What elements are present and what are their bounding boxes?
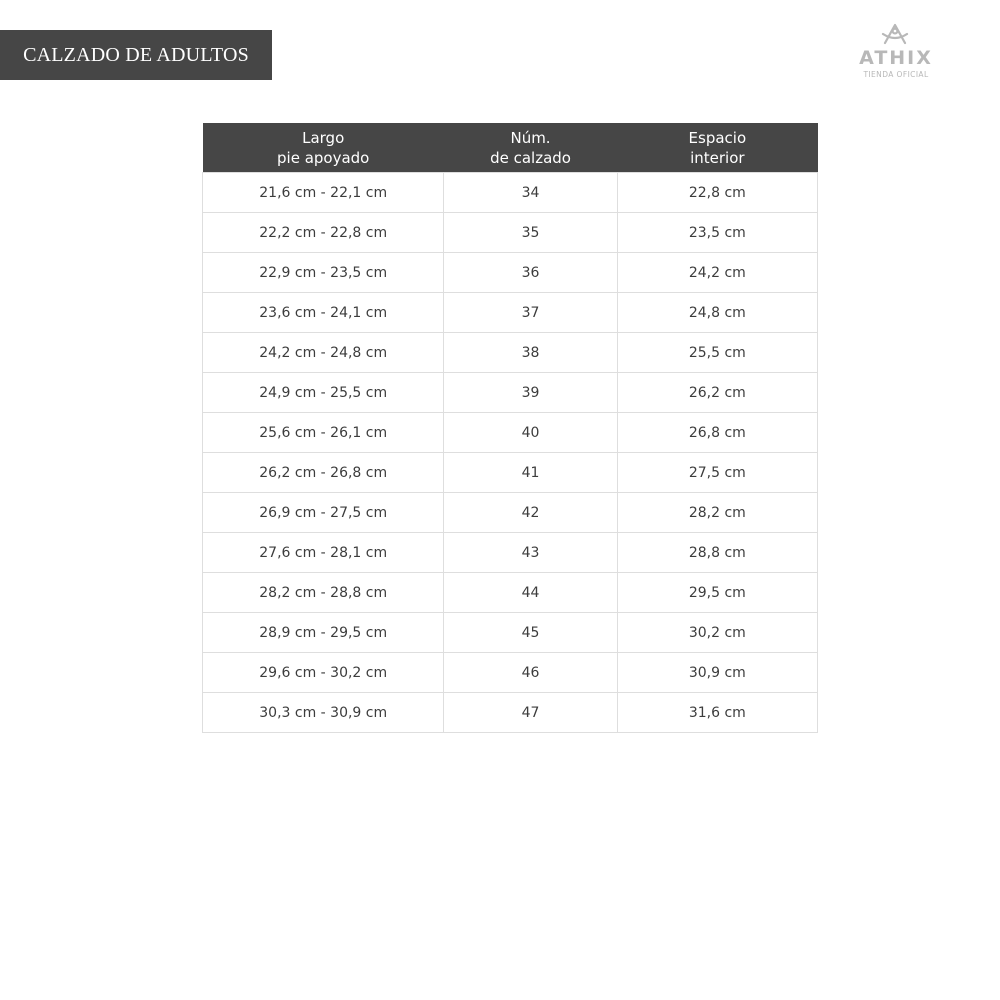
foot-length-cell: 30,3 cm - 30,9 cm	[203, 693, 444, 733]
shoe-size-cell: 41	[444, 453, 617, 493]
shoe-size-cell: 36	[444, 253, 617, 293]
table-row	[203, 533, 818, 573]
shoe-size-cell: 46	[444, 653, 617, 693]
shoe-size-cell: 34	[444, 173, 617, 213]
foot-length-cell: 25,6 cm - 26,1 cm	[203, 413, 444, 453]
foot-length-cell: 24,2 cm - 24,8 cm	[203, 333, 444, 373]
inner-space-cell: 28,8 cm	[617, 533, 817, 573]
shoe-size-cell: 43	[444, 533, 617, 573]
shoe-size-cell: 40	[444, 413, 617, 453]
table-body	[203, 173, 818, 733]
foot-length-cell: 28,2 cm - 28,8 cm	[203, 573, 444, 613]
shoe-size-cell: 39	[444, 373, 617, 413]
inner-space-cell: 27,5 cm	[617, 453, 817, 493]
table-row	[203, 173, 818, 213]
shoe-size-cell: 44	[444, 573, 617, 613]
inner-space-cell: 26,2 cm	[617, 373, 817, 413]
page-title: CALZADO DE ADULTOS	[23, 43, 249, 66]
shoe-size-cell: 35	[444, 213, 617, 253]
column-header-line: de calzado	[490, 148, 571, 167]
size-table	[202, 123, 818, 733]
inner-space-cell: 29,5 cm	[617, 573, 817, 613]
foot-length-cell: 24,9 cm - 25,5 cm	[203, 373, 444, 413]
logo-subtext: TIENDA OFICIAL	[863, 70, 929, 79]
column-header-foot-length	[203, 123, 444, 173]
title-banner	[0, 30, 272, 80]
column-header-inner-space	[617, 123, 817, 173]
inner-space-cell: 23,5 cm	[617, 213, 817, 253]
table-row	[203, 333, 818, 373]
table-row	[203, 253, 818, 293]
table-row	[203, 493, 818, 533]
column-header-line: Largo	[302, 128, 345, 147]
foot-length-cell: 28,9 cm - 29,5 cm	[203, 613, 444, 653]
column-header-line: Espacio	[688, 128, 747, 147]
column-header-line: interior	[690, 148, 745, 167]
table-row	[203, 653, 818, 693]
inner-space-cell: 26,8 cm	[617, 413, 817, 453]
shoe-size-cell: 37	[444, 293, 617, 333]
table-row	[203, 613, 818, 653]
shoe-size-cell: 47	[444, 693, 617, 733]
inner-space-cell: 22,8 cm	[617, 173, 817, 213]
table-header	[203, 123, 818, 173]
shoe-size-cell: 38	[444, 333, 617, 373]
inner-space-cell: 25,5 cm	[617, 333, 817, 373]
foot-length-cell: 26,2 cm - 26,8 cm	[203, 453, 444, 493]
table-row	[203, 453, 818, 493]
foot-length-cell: 29,6 cm - 30,2 cm	[203, 653, 444, 693]
inner-space-cell: 30,9 cm	[617, 653, 817, 693]
brand-logo	[846, 20, 946, 82]
inner-space-cell: 31,6 cm	[617, 693, 817, 733]
table-row	[203, 373, 818, 413]
inner-space-cell: 24,8 cm	[617, 293, 817, 333]
foot-length-cell: 23,6 cm - 24,1 cm	[203, 293, 444, 333]
foot-length-cell: 26,9 cm - 27,5 cm	[203, 493, 444, 533]
inner-space-cell: 24,2 cm	[617, 253, 817, 293]
inner-space-cell: 28,2 cm	[617, 493, 817, 533]
table-row	[203, 293, 818, 333]
foot-length-cell: 22,9 cm - 23,5 cm	[203, 253, 444, 293]
inner-space-cell: 30,2 cm	[617, 613, 817, 653]
foot-length-cell: 27,6 cm - 28,1 cm	[203, 533, 444, 573]
shoe-size-cell: 45	[444, 613, 617, 653]
logo-wordmark: ATHIX	[859, 47, 933, 69]
foot-length-cell: 21,6 cm - 22,1 cm	[203, 173, 444, 213]
table-row	[203, 573, 818, 613]
foot-length-cell: 22,2 cm - 22,8 cm	[203, 213, 444, 253]
athix-logo-icon	[846, 20, 946, 82]
column-header-line: Núm.	[510, 128, 551, 147]
column-header-line: pie apoyado	[277, 148, 370, 167]
column-header-shoe-size	[444, 123, 617, 173]
table-header-row	[203, 123, 818, 173]
table-row	[203, 413, 818, 453]
table-row	[203, 693, 818, 733]
shoe-size-cell: 42	[444, 493, 617, 533]
table-row	[203, 213, 818, 253]
